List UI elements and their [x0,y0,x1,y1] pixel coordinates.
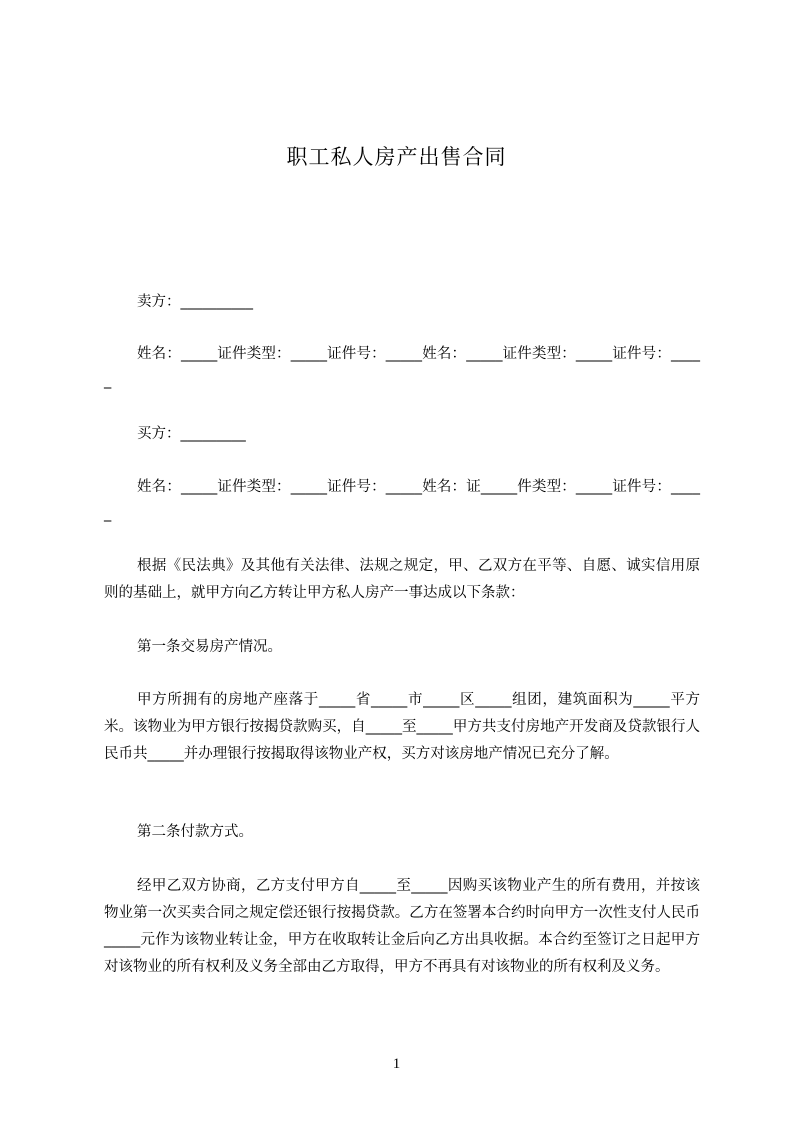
preamble-paragraph: 根据《民法典》及其他有关法律、法规之规定，甲、乙双方在平等、自愿、诚实信用原则的基础上，就甲方向乙方转让甲方私人房产一事达成以下条款： [104,558,700,601]
clause-1-heading: 第一条交易房产情况。 [137,639,282,655]
clause-1-body: 甲方所拥有的房地产座落于_____省_____市_____区_____组团，建筑面积为_____平方米。该物业为甲方银行按揭贷款购买，自_____至_____甲方共支付房地产开发商及贷款银行人民币共_____并办理银行按揭取得该物业产权，买方对该房地产情况已充分了解。 [104,692,700,762]
seller-line: 卖方：__________ [137,294,253,310]
page-number: 1 [392,1056,401,1072]
clause-2-heading: 第二条付款方式。 [137,824,253,840]
clause-2-body: 经甲乙双方协商，乙方支付甲方自_____至_____因购买该物业产生的所有费用，并按该物业第一次买卖合同之规定偿还银行按揭贷款。乙方在签署本合约时向甲方一次性支付人民币_____元作为该物业转让金，甲方在收取转让金后向乙方出具收据。本合约至签订之日起甲方对该物业的所有权利及义务全部由乙方取得，甲方不再具有对该物业的所有权利及义务。 [104,878,700,975]
buyer-line: 买方：_________ [137,426,246,442]
document-title: 职工私人房产出售合同 [286,145,507,169]
seller-id-line: 姓名：_____证件类型：_____证件号：_____姓名：_____证件类型：_____证件号：_____ [104,346,700,389]
buyer-id-line: 姓名：_____证件类型：_____证件号：_____姓名：证_____件类型：_____证件号：_____ [104,479,700,522]
